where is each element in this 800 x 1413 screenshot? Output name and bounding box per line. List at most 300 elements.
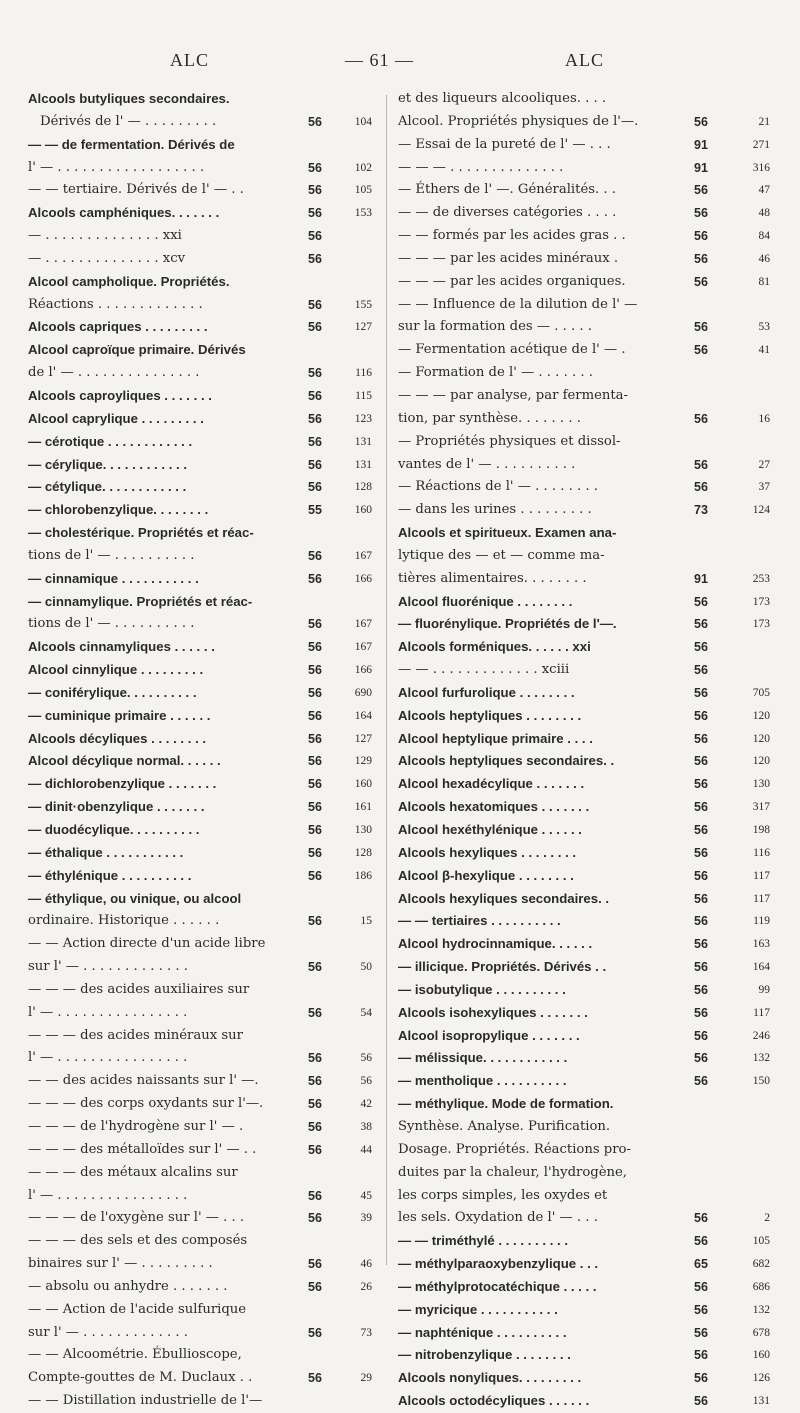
index-entry	[28, 134, 372, 157]
index-entry	[28, 865, 372, 888]
index-entry	[28, 545, 372, 568]
entry-text: — cinnamique . . . . . . . . . . .	[28, 570, 199, 586]
entry-text: tions de l' — . . . . . . . . . .	[28, 616, 195, 632]
page-reference: 155	[354, 298, 372, 311]
volume-number: 55	[308, 503, 322, 518]
page-reference: 120	[752, 732, 770, 745]
volume-number: 56	[308, 480, 322, 495]
entry-text: sur la formation des — . . . . .	[398, 319, 592, 335]
index-entry	[398, 910, 770, 933]
index-entry	[398, 431, 770, 454]
page-reference: 128	[354, 481, 372, 494]
index-entry	[28, 1230, 372, 1253]
volume-number: 56	[308, 1188, 322, 1203]
entry-text: tières alimentaires. . . . . . . .	[398, 570, 587, 586]
page-reference: 41	[758, 344, 770, 357]
entry-text: Alcool fluorénique . . . . . . . .	[398, 593, 573, 609]
volume-number: 56	[308, 1211, 322, 1226]
entry-text: — cuminique primaire . . . . . .	[28, 707, 211, 723]
volume-number: 56	[308, 845, 322, 860]
page-reference: 47	[758, 184, 770, 197]
page-reference: 164	[354, 709, 372, 722]
index-entry	[28, 1002, 372, 1025]
index-entry	[28, 1093, 372, 1116]
entry-text: — Essai de la pureté de l' — . . .	[398, 136, 611, 152]
page-reference: 15	[360, 915, 372, 928]
volume-number: 56	[694, 663, 708, 678]
index-entry	[398, 865, 770, 888]
entry-text: Alcools octodécyliques . . . . . .	[398, 1393, 590, 1409]
entry-text: — isobutylique . . . . . . . . . .	[398, 981, 566, 997]
entry-text: Alcool cinnylique . . . . . . . . .	[28, 662, 204, 678]
entry-text: — — Action de l'acide sulfurique	[28, 1301, 247, 1317]
index-entry	[28, 111, 372, 134]
index-entry	[28, 1344, 372, 1367]
index-entry	[28, 1390, 372, 1413]
index-entry	[28, 1207, 372, 1230]
page-reference: 130	[354, 824, 372, 836]
entry-text: — . . . . . . . . . . . . . . xxi	[28, 228, 182, 244]
entry-text: — cinnamylique. Propriétés et réac-	[28, 593, 253, 609]
page-reference: 81	[758, 275, 770, 288]
page-reference: 124	[752, 504, 770, 517]
index-entry	[28, 522, 372, 545]
page-reference: 16	[758, 412, 770, 425]
index-entry	[28, 1025, 372, 1048]
entry-text: — chlorobenzylique. . . . . . . .	[28, 502, 209, 518]
page-reference: 271	[752, 138, 770, 151]
entry-text: Alcools heptyliques secondaires. .	[398, 753, 615, 769]
entry-text: tions de l' — . . . . . . . . . .	[28, 547, 195, 563]
entry-text: — dinit·obenzylique . . . . . . .	[28, 799, 205, 815]
index-entry	[398, 591, 770, 614]
index-entry	[398, 1185, 770, 1208]
page-reference: 48	[758, 207, 770, 220]
page-reference: 102	[354, 161, 372, 174]
page-reference: 120	[752, 709, 770, 722]
volume-number: 56	[308, 1371, 322, 1386]
entry-text: — Propriétés physiques et dissol-	[398, 433, 621, 449]
index-entry	[398, 1367, 770, 1390]
entry-text: — — formés par les acides gras . .	[398, 228, 626, 244]
index-entry	[398, 522, 770, 545]
entry-text: Alcool hydrocinnamique. . . . . .	[398, 936, 593, 952]
volume-number: 56	[694, 480, 708, 495]
entry-text: Alcool. Propriétés physiques de l'—.	[398, 113, 639, 129]
entry-text: Alcools camphéniques. . . . . . .	[28, 205, 220, 221]
entry-text: Compte-gouttes de M. Duclaux . .	[28, 1370, 253, 1386]
page-reference: 166	[354, 664, 372, 677]
index-entry	[28, 956, 372, 979]
entry-text: — — — des métalloïdes sur l' — . .	[28, 1141, 257, 1157]
page-reference: 39	[360, 1212, 372, 1225]
page-reference: 705	[752, 686, 770, 699]
entry-text: — Éthers de l' —. Généralités. . .	[398, 182, 616, 198]
page-header	[0, 50, 800, 74]
volume-number: 56	[308, 1325, 322, 1340]
entry-text: — cétylique. . . . . . . . . . . .	[28, 479, 187, 495]
page-reference: 45	[360, 1189, 372, 1202]
page-reference: 160	[354, 778, 372, 791]
volume-number: 56	[694, 1394, 708, 1409]
index-entry	[398, 499, 770, 522]
index-entry	[28, 888, 372, 911]
volume-number: 56	[694, 845, 708, 860]
entry-text: vantes de l' — . . . . . . . . . .	[398, 456, 576, 472]
page-reference: 84	[758, 230, 770, 243]
page-reference: 29	[360, 1372, 372, 1385]
volume-number: 56	[308, 685, 322, 700]
index-entry	[28, 431, 372, 454]
volume-number: 56	[694, 685, 708, 700]
index-entry	[28, 202, 372, 225]
entry-text: — — — par les acides minéraux .	[398, 250, 619, 266]
entry-text: — mentholique . . . . . . . . . .	[398, 1073, 567, 1089]
volume-number: 65	[694, 1257, 708, 1272]
index-entry	[398, 1322, 770, 1345]
volume-number: 56	[308, 663, 322, 678]
page-reference: 117	[753, 892, 770, 905]
entry-text: — absolu ou anhydre . . . . . . .	[28, 1278, 228, 1294]
entry-text: l' — . . . . . . . . . . . . . . . .	[28, 1050, 188, 1066]
page-reference: 686	[752, 1280, 770, 1293]
entry-text: Dérivés de l' — . . . . . . . . .	[40, 113, 217, 129]
index-entry	[28, 499, 372, 522]
volume-number: 73	[694, 503, 708, 518]
entry-text: Alcools isohexyliques . . . . . . .	[398, 1004, 588, 1020]
volume-number: 56	[694, 343, 708, 358]
entry-text: — — de diverses catégories . . . .	[398, 205, 617, 221]
index-entry	[28, 339, 372, 362]
entry-text: — dichlorobenzylique . . . . . . .	[28, 776, 217, 792]
entry-text: — . . . . . . . . . . . . . . xcv	[28, 250, 186, 266]
volume-number: 56	[694, 1005, 708, 1020]
entry-text: — cholestérique. Propriétés et réac-	[28, 525, 254, 541]
page-reference: 2	[764, 1212, 770, 1225]
entry-text: — — de fermentation. Dérivés de	[28, 136, 235, 152]
volume-number: 56	[694, 594, 708, 609]
page-reference: 127	[354, 321, 372, 334]
index-entry	[398, 705, 770, 728]
entry-text: sur l' — . . . . . . . . . . . . .	[28, 959, 188, 975]
index-entry	[28, 796, 372, 819]
page-reference: 173	[752, 595, 770, 608]
index-entry	[28, 819, 372, 842]
volume-number: 56	[308, 229, 322, 244]
entry-text: — — tertiaire. Dérivés de l' — . .	[28, 182, 244, 198]
entry-text: tion, par synthèse. . . . . . . .	[398, 410, 581, 426]
entry-text: — — des acides naissants sur l' —.	[28, 1073, 259, 1089]
volume-number: 56	[308, 114, 322, 129]
page-reference: 37	[758, 481, 770, 494]
entry-text: — — — de l'hydrogène sur l' — .	[28, 1118, 244, 1134]
entry-text: — Fermentation acétique de l' — .	[398, 342, 626, 358]
entry-text: — éthalique . . . . . . . . . . .	[28, 844, 184, 860]
page-reference: 120	[752, 755, 770, 768]
page-reference: 246	[752, 1029, 770, 1042]
index-entry	[398, 819, 770, 842]
index-entry	[28, 362, 372, 385]
index-entry	[398, 1344, 770, 1367]
page-reference: 690	[354, 686, 372, 699]
page-reference: 56	[360, 1075, 372, 1088]
page-reference: 53	[758, 321, 770, 334]
index-entry	[28, 1367, 372, 1390]
index-entry	[398, 1002, 770, 1025]
volume-number: 91	[694, 160, 708, 175]
page-reference: 119	[753, 915, 770, 928]
page-reference: 99	[758, 983, 770, 996]
page-reference: 167	[354, 641, 372, 654]
entry-text: Alcool caprylique . . . . . . . . .	[28, 410, 204, 426]
entry-text: Alcools cinnamyliques . . . . . .	[28, 639, 215, 655]
entry-text: — — Alcoométrie. Ébullioscope,	[28, 1347, 242, 1363]
entry-text: lytique des — et — comme ma-	[398, 547, 605, 563]
entry-text: Alcools hexyliques secondaires. .	[398, 890, 610, 906]
index-entry	[398, 1230, 770, 1253]
page-reference: 167	[354, 618, 372, 631]
index-entry	[398, 842, 770, 865]
entry-text: Alcool hexéthylénique . . . . . .	[398, 822, 582, 837]
index-entry	[28, 979, 372, 1002]
index-entry	[28, 476, 372, 499]
index-entry	[398, 476, 770, 499]
entry-text: les corps simples, les oxydes et	[398, 1187, 608, 1203]
index-entry	[28, 1070, 372, 1093]
index-entry	[28, 1253, 372, 1276]
entry-text: — — — des métaux alcalins sur	[28, 1164, 238, 1180]
index-entry	[28, 910, 372, 933]
volume-number: 56	[694, 229, 708, 244]
volume-number: 56	[694, 960, 708, 975]
page-reference: 73	[360, 1326, 372, 1339]
index-entry	[398, 88, 770, 111]
entry-text: duites par la chaleur, l'hydrogène,	[398, 1164, 627, 1180]
entry-text: et des liqueurs alcooliques. . . .	[398, 91, 607, 106]
volume-number: 56	[308, 1119, 322, 1134]
entry-text: l' — . . . . . . . . . . . . . . . .	[28, 1187, 188, 1203]
page-reference: 105	[752, 1235, 770, 1248]
entry-text: l' — . . . . . . . . . . . . . . . .	[28, 1004, 188, 1020]
index-entry	[398, 1116, 770, 1139]
volume-number: 56	[694, 274, 708, 289]
page-reference: 50	[360, 961, 372, 974]
entry-text: — méthylprotocatéchique . . . . .	[398, 1278, 597, 1294]
page-number: — 61 —	[345, 50, 414, 70]
volume-number: 56	[308, 960, 322, 975]
page-reference: 104	[354, 115, 372, 128]
page-reference: 128	[354, 846, 372, 859]
volume-number: 56	[308, 571, 322, 586]
page-reference: 164	[752, 961, 770, 974]
running-head-left: ALC	[170, 50, 209, 70]
entry-text: — Réactions de l' — . . . . . . . .	[398, 479, 599, 495]
entry-text: — — — des acides minéraux sur	[28, 1027, 243, 1043]
index-entry	[398, 225, 770, 248]
volume-number: 56	[308, 823, 322, 837]
entry-text: Alcools forméniques. . . . . . xxi	[398, 639, 591, 655]
page-reference: 115	[355, 389, 372, 402]
index-entry	[28, 773, 372, 796]
entry-text: — — triméthylé . . . . . . . . . .	[398, 1233, 569, 1249]
page-reference: 116	[355, 367, 372, 380]
page-reference: 54	[360, 1006, 372, 1019]
entry-text: — — — des sels et des composés	[28, 1233, 248, 1249]
entry-text: Alcools caproyliques . . . . . . .	[28, 387, 212, 403]
index-entry	[28, 294, 372, 317]
index-entry	[28, 248, 372, 271]
entry-text: — éthylénique . . . . . . . . . .	[28, 867, 192, 883]
page-reference: 27	[758, 458, 770, 471]
volume-number: 56	[694, 1028, 708, 1043]
volume-number: 56	[308, 800, 322, 815]
index-entry	[398, 362, 770, 385]
page-reference: 163	[752, 938, 770, 951]
index-entry	[398, 271, 770, 294]
index-entry	[28, 568, 372, 591]
index-entry	[398, 796, 770, 819]
page-reference: 21	[758, 115, 770, 128]
page-reference: 186	[354, 869, 372, 882]
entry-text: — — Action directe d'un acide libre	[28, 936, 266, 952]
entry-text: — éthylique, ou vinique, ou alcool	[28, 890, 242, 906]
index-entry	[398, 1390, 770, 1413]
page-reference: 316	[752, 161, 770, 174]
volume-number: 56	[694, 1348, 708, 1363]
index-entry	[398, 1299, 770, 1322]
index-entry	[398, 1025, 770, 1048]
volume-number: 56	[694, 1211, 708, 1226]
page-reference: 117	[753, 869, 770, 882]
entry-text: — duodécylique. . . . . . . . . .	[28, 822, 200, 837]
index-entry	[28, 157, 372, 180]
page-reference: 117	[753, 1006, 770, 1019]
volume-number: 56	[308, 1257, 322, 1272]
index-entry	[398, 294, 770, 317]
index-entry	[28, 933, 372, 956]
volume-number: 56	[308, 1142, 322, 1157]
entry-text: — — — de l'oxygène sur l' — . . .	[28, 1210, 245, 1226]
index-entry	[28, 316, 372, 339]
volume-number: 56	[694, 206, 708, 221]
index-entry	[398, 728, 770, 751]
index-entry	[398, 316, 770, 339]
page-reference: 44	[360, 1143, 372, 1156]
volume-number: 56	[308, 457, 322, 472]
running-head-right: ALC	[565, 50, 604, 70]
page-reference: 682	[752, 1258, 770, 1271]
entry-text: — coniférylique. . . . . . . . . .	[28, 684, 197, 700]
entry-text: Alcools et spiritueux. Examen ana-	[398, 525, 617, 541]
index-entry	[398, 1070, 770, 1093]
page-reference: 131	[752, 1395, 770, 1408]
index-entry	[28, 1276, 372, 1299]
index-entry	[398, 111, 770, 134]
index-entry	[398, 339, 770, 362]
entry-text: les sels. Oxydation de l' — . . .	[398, 1210, 598, 1226]
index-entry	[398, 956, 770, 979]
entry-text: binaires sur l' — . . . . . . . . .	[28, 1256, 213, 1272]
index-entry	[398, 385, 770, 408]
volume-number: 56	[694, 1325, 708, 1340]
index-entry	[28, 591, 372, 614]
index-entry	[398, 1093, 770, 1116]
index-entry	[28, 454, 372, 477]
volume-number: 56	[308, 617, 322, 632]
index-entry	[398, 1047, 770, 1070]
volume-number: 56	[694, 617, 708, 632]
entry-text: — illicique. Propriétés. Dérivés . .	[398, 959, 607, 975]
page-reference: 253	[752, 572, 770, 585]
index-entry	[398, 545, 770, 568]
index-entry	[398, 613, 770, 636]
volume-number: 56	[694, 777, 708, 792]
index-entry	[28, 659, 372, 682]
volume-number: 56	[308, 1074, 322, 1089]
volume-number: 56	[694, 1302, 708, 1317]
index-entry	[398, 568, 770, 591]
entry-text: Synthèse. Analyse. Purification.	[398, 1118, 611, 1134]
entry-text: — méthylparaoxybenzylique . . .	[398, 1256, 599, 1272]
index-entry	[28, 1162, 372, 1185]
index-entry	[28, 385, 372, 408]
entry-text: — — — des acides auxiliaires sur	[28, 981, 250, 997]
column-divider	[386, 95, 387, 1265]
index-entry	[398, 248, 770, 271]
index-entry	[398, 202, 770, 225]
index-entry	[28, 682, 372, 705]
volume-number: 56	[308, 411, 322, 426]
entry-text: — — — des corps oxydants sur l'—.	[28, 1096, 264, 1112]
page-reference: 126	[752, 1372, 770, 1385]
entry-text: — mélissique. . . . . . . . . . . .	[398, 1050, 568, 1066]
volume-number: 56	[308, 251, 322, 266]
entry-text: — cérylique. . . . . . . . . . . .	[28, 456, 188, 472]
index-entry	[398, 888, 770, 911]
entry-text: Alcools heptyliques . . . . . . . .	[398, 707, 582, 723]
volume-number: 91	[694, 571, 708, 586]
entry-text: Alcools nonyliques. . . . . . . . .	[398, 1370, 582, 1386]
page-reference: 130	[752, 778, 770, 791]
entry-text: Dosage. Propriétés. Réactions pro-	[398, 1141, 631, 1157]
index-entry	[398, 773, 770, 796]
volume-number: 56	[694, 1051, 708, 1066]
entry-text: Alcool caproïque primaire. Dérivés	[28, 342, 246, 358]
index-entry	[398, 179, 770, 202]
volume-number: 56	[694, 1279, 708, 1294]
volume-number: 56	[308, 868, 322, 883]
page-reference: 127	[354, 732, 372, 745]
entry-text: sur l' — . . . . . . . . . . . . .	[28, 1324, 188, 1340]
entry-text: Alcools capriques . . . . . . . . .	[28, 319, 208, 335]
volume-number: 56	[694, 708, 708, 723]
page-reference: 167	[354, 549, 372, 562]
entry-text: Alcool campholique. Propriétés.	[28, 273, 230, 289]
entry-text: — — tertiaires . . . . . . . . . .	[398, 913, 561, 929]
volume-number: 56	[308, 1279, 322, 1294]
index-entry	[28, 408, 372, 431]
volume-number: 56	[308, 434, 322, 449]
entry-text: Alcool isopropylique . . . . . . .	[398, 1027, 580, 1043]
index-entry	[28, 1116, 372, 1139]
volume-number: 56	[308, 1051, 322, 1066]
volume-number: 56	[694, 251, 708, 266]
index-entry	[28, 1185, 372, 1208]
entry-text: ordinaire. Historique . . . . . .	[28, 913, 220, 929]
entry-text: Alcool décylique normal. . . . . .	[28, 753, 221, 769]
index-entry	[28, 842, 372, 865]
volume-number: 56	[308, 777, 322, 792]
